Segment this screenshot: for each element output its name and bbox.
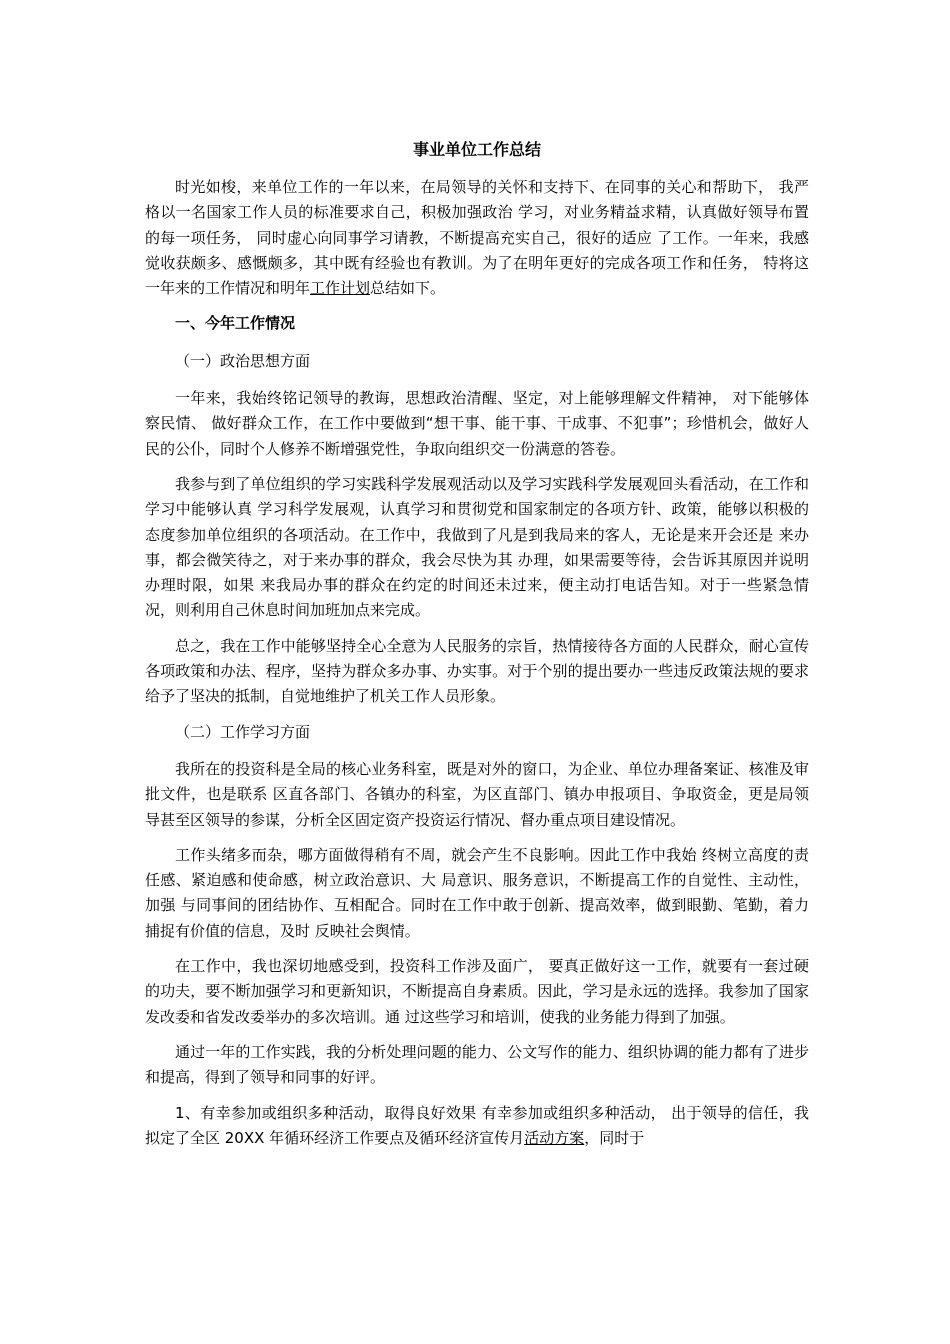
item1-text-end: ，同时于: [584, 1128, 645, 1147]
subsection-heading-political: （一）政治思想方面: [175, 351, 311, 370]
intro-text-end: 总结如下。: [370, 279, 446, 298]
paragraph-work-1: 我所在的投资科是全局的核心业务科室，既是对外的窗口，为企业、单位办理备案证、核准及审批文件，也是联系 区直各部门、各镇办的科室，为区直部门、镇办申报项目、争取资金，更是局领导甚至区领导的参谋，分析全区固定资产投资运行情况、督办重点项目建设情况。: [145, 759, 809, 829]
paragraph-work-4: 通过一年的工作实践，我的分析处理问题的能力、公文写作的能力、组织协调的能力都有了进步和提高，得到了领导和同事的好评。: [145, 1042, 809, 1087]
paragraph-political-2: 我参与到了单位组织的学习实践科学发展观活动以及学习实践科学发展观回头看活动，在工作和学习中能够认真 学习科学发展观，认真学习和贯彻党和国家制定的各项方针、政策，能够以积极的态度参加单位组织的各项活动。在工作中，我做到了凡是到我局来的客人，无论是来开会还是 来办事，都会微笑待之，对于来办事的群众，我会尽快为其 办理，如果需要等待，会告诉其原因并说明办理时限，如果 来我局办事的群众在约定的时间还未过来，便主动打电话告知。对于一些紧急情况，则利用自己休息时间加班加点来完成。: [145, 474, 809, 620]
paragraph-work-3: 在工作中，我也深切地感受到，投资科工作涉及面广， 要真正做好这一工作，就要有一套过硬的功夫，要不断加强学习和更新知识，不断提高自身素质。因此，学习是永远的选择。我参加了国家发改委和省发改委举办的多次培训。通 过这些学习和培训，使我的业务能力得到了加强。: [145, 957, 809, 1026]
paragraph-work-2: 工作头绪多而杂，哪方面做得稍有不周，就会产生不良影响。因此工作中我始 终树立高度的责任感、紧迫感和使命感，树立政治意识、大 局意识、服务意识，不断提高工作的自觉性、主动性，加强 与同事间的团结协作、互相配合。同时在工作中敢于创新、提高效率，做到眼勤、笔勤，着力捕捉有价值的信息，及时 反映社会舆情。: [145, 845, 809, 940]
document-page: [145, 138, 809, 1161]
intro-paragraph: [145, 175, 809, 301]
activity-plan-link[interactable]: 活动方案: [524, 1128, 585, 1147]
intro-text: 时光如梭，来单位工作的一年以来，在局领导的关怀和支持下、在同事的关心和帮助下， 我严格以一名国家工作人员的标准要求自己，积极加强政治 学习，对业务精益求精，认真做好领导布置的每一项任务， 同时虚心向同事学习请教，不断提高充实自己，很好的适应 了工作。一年来，我感觉收获颇多、感慨颇多，其中既有经验也有教训。为了在明年更好的完成各项工作和任务， 特将这一年来的工作情况和明年: [145, 178, 809, 298]
list-item-activities: [145, 1101, 809, 1152]
section-heading-this-year: 一、今年工作情况: [175, 314, 296, 333]
paragraph-political-1: 一年来，我始终铭记领导的教诲，思想政治清醒、坚定，对上能够理解文件精神， 对下能够体察民情、 做好群众工作，在工作中要做到“想干事、能干事、干成事、不犯事”；珍惜机会，做好人民的公仆，同时个人修养不断增强党性，争取向组织交一份满意的答卷。: [145, 389, 809, 458]
item1-text: 1、有幸参加或组织多种活动，取得良好效果 有幸参加或组织多种活动， 出于领导的信任，我拟定了全区 20XX 年循环经济工作要点及循环经济宣传月: [145, 1103, 809, 1147]
document-title: 事业单位工作总结: [412, 140, 541, 159]
subsection-heading-work-study: （二）工作学习方面: [175, 722, 311, 741]
paragraph-political-3: 总之，我在工作中能够坚持全心全意为人民服务的宗旨，热情接待各方面的人民群众，耐心宣传各项政策和办法、程序，坚持为群众多办事、办实事。对于个别的提出要办一些违反政策法规的要求给予了坚决的抵制，自觉地维护了机关工作人员形象。: [145, 636, 809, 706]
work-plan-link[interactable]: 工作计划: [310, 279, 371, 298]
